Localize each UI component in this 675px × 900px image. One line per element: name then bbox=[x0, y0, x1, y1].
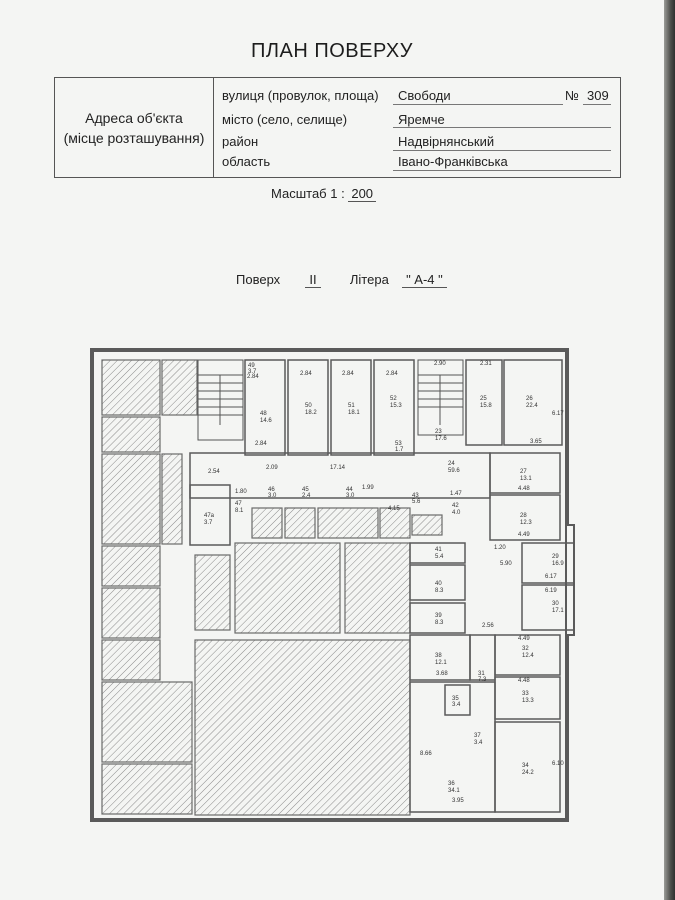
room-number: 53 bbox=[395, 441, 402, 447]
city-label: місто (село, селище) bbox=[222, 112, 348, 127]
room-number: 46 bbox=[268, 487, 275, 493]
address-label-cell bbox=[55, 78, 214, 177]
room-number: 49 bbox=[248, 363, 255, 369]
room-number: 34 bbox=[522, 763, 529, 769]
room-area: 34.1 bbox=[448, 788, 460, 794]
letter-value: " А-4 " bbox=[402, 272, 447, 288]
hatched-left-wing bbox=[102, 360, 442, 815]
dimension-label: 2.84 bbox=[342, 371, 354, 377]
street-label: вулиця (провулок, площа) bbox=[222, 88, 379, 103]
city-underline bbox=[393, 127, 611, 128]
room-number: 42 bbox=[452, 503, 459, 509]
room-area: 13.1 bbox=[520, 476, 532, 482]
room-area: 15.8 bbox=[480, 403, 492, 409]
dimension-label: 1.20 bbox=[494, 545, 506, 551]
room-area: 5.6 bbox=[412, 499, 421, 505]
room-area: 12.3 bbox=[520, 520, 532, 526]
room-number: 28 bbox=[520, 513, 527, 519]
room-area: 15.3 bbox=[390, 403, 402, 409]
room-number: 47 bbox=[235, 501, 242, 507]
room-number: 45 bbox=[302, 487, 309, 493]
number-underline bbox=[583, 104, 611, 105]
room-number: 24 bbox=[448, 461, 455, 467]
room-area: 18.2 bbox=[305, 410, 317, 416]
dimension-label: 4.48 bbox=[518, 678, 530, 684]
page-title: ПЛАН ПОВЕРХУ bbox=[251, 40, 413, 62]
room-number: 51 bbox=[348, 403, 355, 409]
room-number: 41 bbox=[435, 547, 442, 553]
street-underline bbox=[393, 104, 563, 105]
room-area: 14.6 bbox=[260, 418, 272, 424]
dimension-label: 2.56 bbox=[482, 623, 494, 629]
room-number: 32 bbox=[522, 646, 529, 652]
number-label: № bbox=[565, 88, 579, 103]
district-underline bbox=[393, 150, 611, 151]
dimension-label: 2.31 bbox=[480, 361, 492, 367]
room-number: 40 bbox=[435, 581, 442, 587]
region-label: область bbox=[222, 154, 271, 169]
room-area: 8.3 bbox=[435, 588, 444, 594]
room-area: 3.7 bbox=[204, 520, 213, 526]
room-area: 7.3 bbox=[478, 677, 487, 683]
stairs-left bbox=[198, 360, 243, 440]
room-number: 50 bbox=[305, 403, 312, 409]
room-area: 3.4 bbox=[474, 740, 483, 746]
district-label: район bbox=[222, 134, 259, 149]
room-area: 3.0 bbox=[268, 493, 277, 499]
room-area: 3.4 bbox=[452, 702, 461, 708]
dimension-label: 2.84 bbox=[386, 371, 398, 377]
room-number: 47a bbox=[204, 513, 215, 519]
paper-edge-shadow bbox=[664, 0, 675, 900]
dimension-label: 4.48 bbox=[518, 486, 530, 492]
room-number: 38 bbox=[435, 653, 442, 659]
dimension-label: 5.90 bbox=[500, 561, 512, 567]
region-underline bbox=[393, 170, 611, 171]
address-label-line1: Адреса об'єкта bbox=[85, 109, 183, 126]
room-number: 27 bbox=[520, 469, 527, 475]
room-area: 12.4 bbox=[522, 653, 534, 659]
street-value: Свободи bbox=[398, 88, 451, 103]
dimension-label: 8.66 bbox=[420, 751, 432, 757]
dimension-label: 4.49 bbox=[518, 636, 530, 642]
dimension-label: 6.10 bbox=[552, 761, 564, 767]
room-number: 43 bbox=[412, 493, 419, 499]
room-number: 23 bbox=[435, 429, 442, 435]
region-value: Івано-Франківська bbox=[398, 154, 508, 169]
city-value: Яремче bbox=[398, 112, 445, 127]
dimension-label: 3.68 bbox=[436, 671, 448, 677]
floor-value: II bbox=[305, 272, 320, 288]
dimension-label: 2.84 bbox=[255, 441, 267, 447]
dimension-label: 4.49 bbox=[518, 532, 530, 538]
dimension-label: 4.15 bbox=[388, 506, 400, 512]
room-area: 17.6 bbox=[435, 436, 447, 442]
dimension-label: 3.95 bbox=[452, 798, 464, 804]
room-area: 17.1 bbox=[552, 608, 564, 614]
room-number: 30 bbox=[552, 601, 559, 607]
dimension-label: 6.17 bbox=[545, 574, 557, 580]
room-area: 2.4 bbox=[302, 493, 311, 499]
room-area: 18.1 bbox=[348, 410, 360, 416]
east-bay-wall bbox=[566, 525, 574, 635]
room-area: 8.3 bbox=[435, 620, 444, 626]
dimension-label: 2.54 bbox=[208, 469, 220, 475]
floor-line bbox=[236, 272, 447, 288]
dimension-label: 2.84 bbox=[247, 374, 259, 380]
dimension-label: 2.09 bbox=[266, 465, 278, 471]
stairs-center bbox=[418, 360, 463, 435]
dimension-label: 3.65 bbox=[530, 439, 542, 445]
address-table bbox=[54, 77, 621, 178]
room-number: 25 bbox=[480, 396, 487, 402]
floor-label: Поверх bbox=[236, 272, 281, 287]
room-area: 16.9 bbox=[552, 561, 564, 567]
room-number: 36 bbox=[448, 781, 455, 787]
scale-line bbox=[271, 186, 376, 202]
room-number: 52 bbox=[390, 396, 397, 402]
floor-plan-drawing bbox=[90, 345, 575, 825]
dimension-label: 1.99 bbox=[362, 485, 374, 491]
room-area: 22.4 bbox=[526, 403, 538, 409]
dimension-label: 6.19 bbox=[545, 588, 557, 594]
room-area: 5.4 bbox=[435, 554, 444, 560]
dimension-label: 6.17 bbox=[552, 411, 564, 417]
letter-label: Літера bbox=[349, 272, 389, 287]
room-area: 13.3 bbox=[522, 698, 534, 704]
district-value: Надвірнянський bbox=[398, 134, 495, 149]
scale-value: 200 bbox=[348, 186, 376, 202]
room-area: 59.6 bbox=[448, 468, 460, 474]
room-number: 31 bbox=[478, 671, 485, 677]
dimension-label: 2.84 bbox=[300, 371, 312, 377]
room-area: 1.7 bbox=[395, 447, 404, 453]
room-number: 26 bbox=[526, 396, 533, 402]
number-value: 309 bbox=[587, 88, 609, 103]
dimension-label: 1.47 bbox=[450, 491, 462, 497]
address-label-line2: (місце розташування) bbox=[63, 129, 205, 146]
room-area: 12.1 bbox=[435, 660, 447, 666]
room-area: 4.0 bbox=[452, 510, 461, 516]
room-area: 3.0 bbox=[346, 493, 355, 499]
scale-label: Масштаб bbox=[271, 186, 327, 201]
dimension-label: 17.14 bbox=[330, 465, 346, 471]
room-number: 29 bbox=[552, 554, 559, 560]
room-number: 35 bbox=[452, 696, 459, 702]
scale-prefix: 1 : bbox=[330, 186, 345, 201]
room-number: 33 bbox=[522, 691, 529, 697]
room-number: 39 bbox=[435, 613, 442, 619]
room-area: 24.2 bbox=[522, 770, 534, 776]
room-number: 48 bbox=[260, 411, 267, 417]
dimension-label: 1.80 bbox=[235, 489, 247, 495]
room-number: 44 bbox=[346, 487, 353, 493]
room-number: 37 bbox=[474, 733, 481, 739]
room-area: 8.1 bbox=[235, 508, 244, 514]
dimension-label: 2.90 bbox=[434, 361, 446, 367]
room-area: 3.7 bbox=[248, 369, 257, 375]
